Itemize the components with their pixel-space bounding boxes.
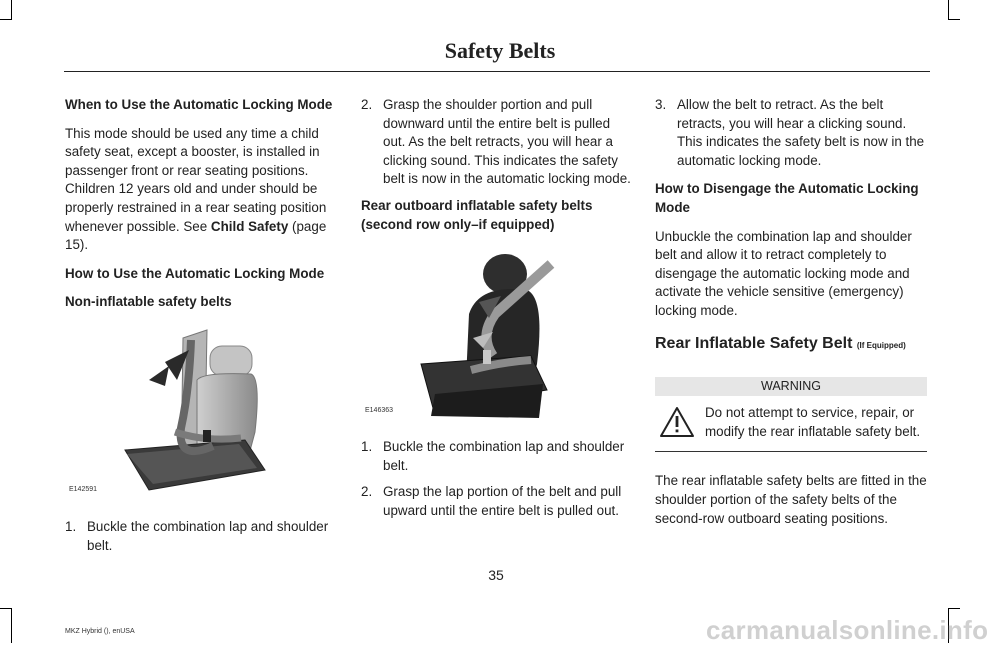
column-1 [65, 96, 337, 563]
heading-how-to-use: How to Use the Automatic Locking Mode [65, 265, 325, 281]
paragraph-child-seat: This mode should be used any time a child safety seat, except a booster, is installed in passenger front or rear seating positions. Children 12 years old and under should be properly restrained in a rear seating position whenever possible. See Child Safety (page 15). [65, 125, 327, 253]
crop-mark [0, 19, 12, 20]
column-2 [361, 96, 633, 529]
step-item: 2. Grasp the lap portion of the belt and pull upward until the entire belt is pulled out. [361, 484, 622, 518]
subheading-non-inflatable: Non-inflatable safety belts [65, 294, 232, 310]
seat-illustration-inflatable [361, 244, 633, 424]
crop-mark [0, 608, 12, 609]
warning-box [655, 404, 927, 452]
crop-mark [948, 0, 949, 20]
figure-code: E142591 [69, 486, 98, 494]
crop-mark [948, 19, 960, 20]
step-item: 3. Allow the belt to retract. As the belt retracts, you will hear a clicking sound. This indicates the safety belt is now in the automatic locking mode. [655, 97, 925, 168]
seat-belt-illustration [65, 322, 337, 504]
column-3 [655, 96, 927, 538]
warning-label: WARNING [655, 377, 927, 396]
crop-mark [948, 608, 960, 609]
seat-belt-illustration [361, 244, 633, 424]
warning-triangle-icon [659, 406, 695, 438]
heading-disengage: How to Disengage the Automatic Locking Mode [655, 181, 919, 215]
link-child-safety[interactable]: Child Safety [210, 218, 289, 234]
heading-when-to-use: When to Use the Automatic Locking Mode [65, 97, 333, 112]
step-item: 2. Grasp the shoulder portion and pull downward until the entire belt is pulled out. As the belt retracts, you will hear a clicking sound. This indicates the safety belt is now in the automatic locking mode. [361, 97, 631, 187]
watermark: carmanualsonline.info [706, 615, 989, 645]
paragraph-rear-inflatable: The rear inflatable safety belts are fitted in the shoulder portion of the safety belts of the second-row outboard seating positions. [655, 473, 927, 526]
figure-code: E146363 [365, 406, 394, 414]
page-title: Safety Belts [444, 38, 556, 63]
seat-illustration-non-inflatable [65, 322, 337, 504]
footer-doc-id: MKZ Hybrid (), enUSA [65, 628, 135, 635]
step-item: 1. Buckle the combination lap and shoulder belt. [65, 518, 329, 553]
paragraph-disengage: Unbuckle the combination lap and shoulder belt and allow it to retract completely to disengage the automatic locking mode and activate the vehicle sensitive (emergency) locking mode. [655, 228, 912, 318]
page-number: 35 [488, 567, 504, 583]
crop-mark [11, 0, 12, 20]
warning-text: Do not attempt to service, repair, or modify the rear inflatable safety belt. [705, 405, 921, 439]
title-rule [64, 71, 930, 72]
section-title-rear-inflatable: Rear Inflatable Safety Belt (If Equipped) [655, 334, 906, 352]
subheading-rear-outboard: Rear outboard inflatable safety belts (second row only–if equipped) [361, 197, 593, 232]
crop-mark [11, 608, 12, 643]
step-item: 1. Buckle the combination lap and shoulder belt. [361, 439, 625, 473]
